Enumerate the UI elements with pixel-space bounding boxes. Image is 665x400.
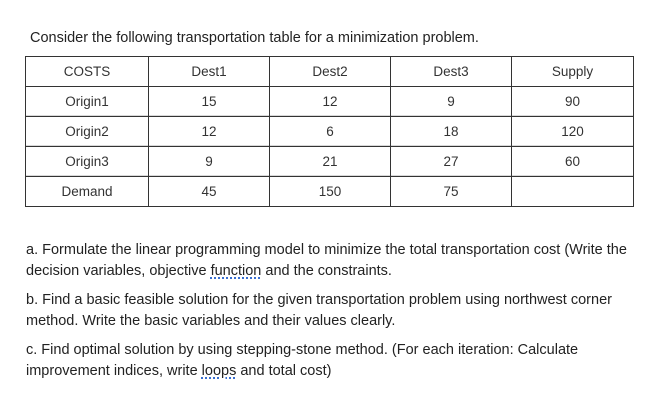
header-dest2: Dest2	[270, 57, 391, 87]
cost-cell: 12	[149, 117, 270, 147]
cost-cell: 18	[391, 117, 512, 147]
demand-cell: 150	[270, 177, 391, 207]
header-costs: COSTS	[26, 57, 149, 87]
demand-cell: 75	[391, 177, 512, 207]
row-label: Origin1	[26, 87, 149, 117]
spellcheck-marked-word: loops	[201, 362, 237, 379]
row-label: Origin3	[26, 147, 149, 177]
table-row-origin3	[26, 147, 634, 177]
question-c	[26, 340, 641, 381]
cost-cell: 15	[149, 87, 270, 117]
transportation-table	[25, 56, 634, 207]
problem-intro: Consider the following transportation table for a minimization problem.	[30, 30, 479, 46]
row-label: Demand	[26, 177, 149, 207]
demand-cell	[512, 177, 634, 207]
cost-cell: 12	[270, 87, 391, 117]
cost-cell: 27	[391, 147, 512, 177]
question-b: b. Find a basic feasible solution for the given transportation problem using northwest corner method. Write the basic variables and their values clearly.	[26, 292, 612, 329]
row-label: Origin2	[26, 117, 149, 147]
supply-cell: 120	[512, 117, 634, 147]
question-a-tail: and the constraints.	[261, 262, 392, 279]
header-supply: Supply	[512, 57, 634, 87]
questions	[26, 240, 641, 390]
supply-cell: 90	[512, 87, 634, 117]
question-c-tail: and total cost)	[236, 362, 332, 379]
spellcheck-marked-word: function	[210, 262, 262, 279]
table-row-origin1	[26, 87, 634, 117]
header-dest3: Dest3	[391, 57, 512, 87]
question-c-text: c. Find optimal solution by using stepping-stone method. (For each iteration: Calculate improvement indices, write	[26, 342, 579, 379]
question-a-text: a. Formulate the linear programming model to minimize the total transportation cost (Write the decision variables, objective	[26, 242, 627, 279]
table-row-origin2	[26, 117, 634, 147]
cost-cell: 6	[270, 117, 391, 147]
table-row-demand	[26, 177, 634, 207]
supply-cell: 60	[512, 147, 634, 177]
demand-cell: 45	[149, 177, 270, 207]
cost-cell: 9	[391, 87, 512, 117]
question-a	[26, 240, 641, 281]
cost-cell: 9	[149, 147, 270, 177]
table-header-row	[26, 57, 634, 87]
cost-cell: 21	[270, 147, 391, 177]
header-dest1: Dest1	[149, 57, 270, 87]
